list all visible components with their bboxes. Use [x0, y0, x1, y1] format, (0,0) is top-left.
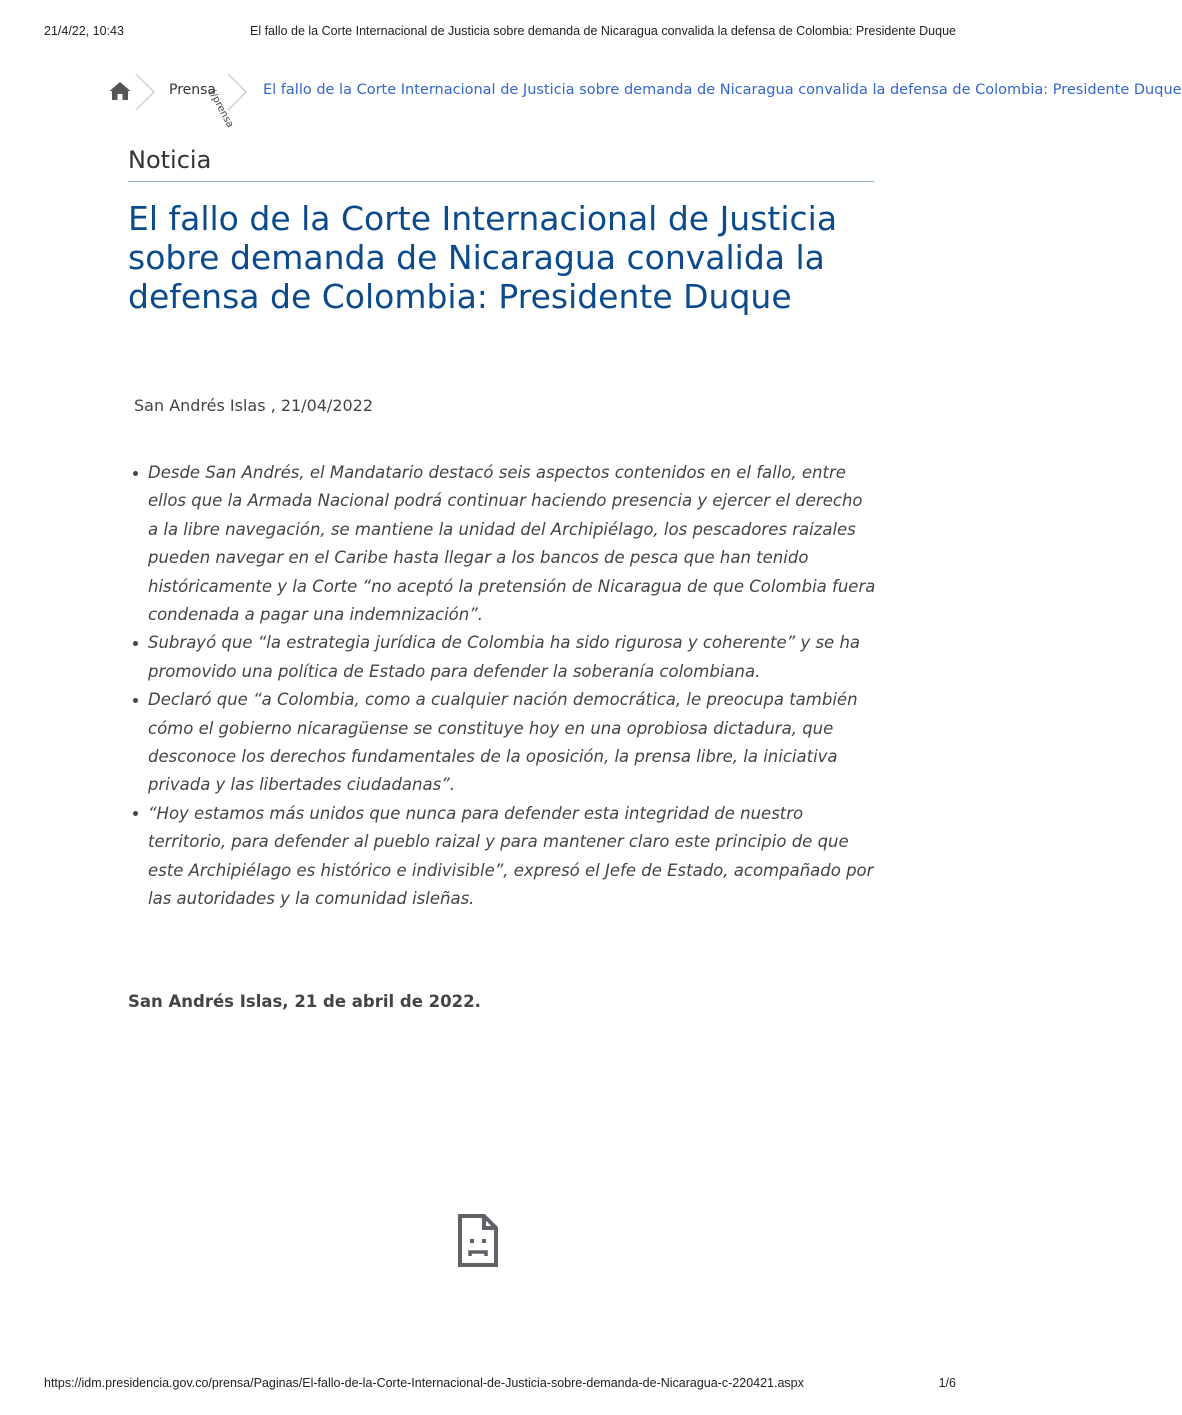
section-divider [128, 181, 874, 182]
print-page-title: El fallo de la Corte Internacional de Justicia sobre demanda de Nicaragua convalida la defensa de Colombia: Presidente Duque [250, 24, 956, 38]
article-closing-dateline: San Andrés Islas, 21 de abril de 2022. [128, 992, 481, 1011]
print-page-url: https://idm.presidencia.gov.co/prensa/Paginas/El-fallo-de-la-Corte-Internacional-de-Justicia-sobre-demanda-de-Nicaragua-c-220421.aspx [44, 1376, 804, 1390]
section-label: Noticia [128, 146, 212, 174]
list-item: “Hoy estamos más unidos que nunca para defender esta integridad de nuestro territorio, para defender al pueblo raizal y para mantener claro este principio de que este Archipiélago es histórico e indivisible”, expresó el Jefe de Estado, acompañado por las autoridades y la comunidad isleñas. [148, 800, 876, 914]
chevron-right-icon [134, 72, 158, 112]
list-item: Declaró que “a Colombia, como a cualquier nación democrática, le preocupa también cómo el gobierno nicaragüense se constituye hoy en una oprobiosa dictadura, que desconoce los derechos fundamentales de la oposición, la prensa libre, la iniciativa privada y las libertades ciudadanas”. [148, 686, 876, 800]
breadcrumb-current[interactable]: El fallo de la Corte Internacional de Justicia sobre demanda de Nicaragua convalida la defensa de Colombia: Presidente Duque [263, 82, 1182, 98]
list-item: Subrayó que “la estrategia jurídica de Colombia ha sido rigurosa y coherente” y se ha promovido una política de Estado para defender la soberanía colombiana. [148, 629, 876, 686]
article-location-date: San Andrés Islas , 21/04/2022 [134, 396, 374, 415]
print-header [44, 24, 956, 42]
article-title: El fallo de la Corte Internacional de Justicia sobre demanda de Nicaragua convalida la defensa de Colombia: Presidente Duque [128, 199, 838, 316]
article-highlights [128, 459, 876, 914]
broken-image-icon [456, 1213, 500, 1269]
breadcrumb-slug-fragment: (/prensa [206, 88, 236, 130]
breadcrumb-item-prensa[interactable]: Prensa [169, 82, 217, 98]
print-datetime: 21/4/22, 10:43 [44, 24, 124, 38]
home-icon[interactable] [108, 80, 132, 102]
chevron-right-icon [226, 72, 250, 112]
print-footer [44, 1376, 956, 1394]
print-page-number: 1/6 [938, 1376, 956, 1390]
breadcrumb [108, 72, 1182, 130]
list-item: Desde San Andrés, el Mandatario destacó seis aspectos contenidos en el fallo, entre ellos que la Armada Nacional podrá continuar haciendo presencia y ejercer el derecho a la libre navegación, se mantiene la unidad del Archipiélago, los pescadores raizales pueden navegar en el Caribe hasta llegar a los bancos de pesca que han tenido históricamente y la Corte “no aceptó la pretensión de Nicaragua de que Colombia fuera condenada a pagar una indemnización”. [148, 459, 876, 629]
